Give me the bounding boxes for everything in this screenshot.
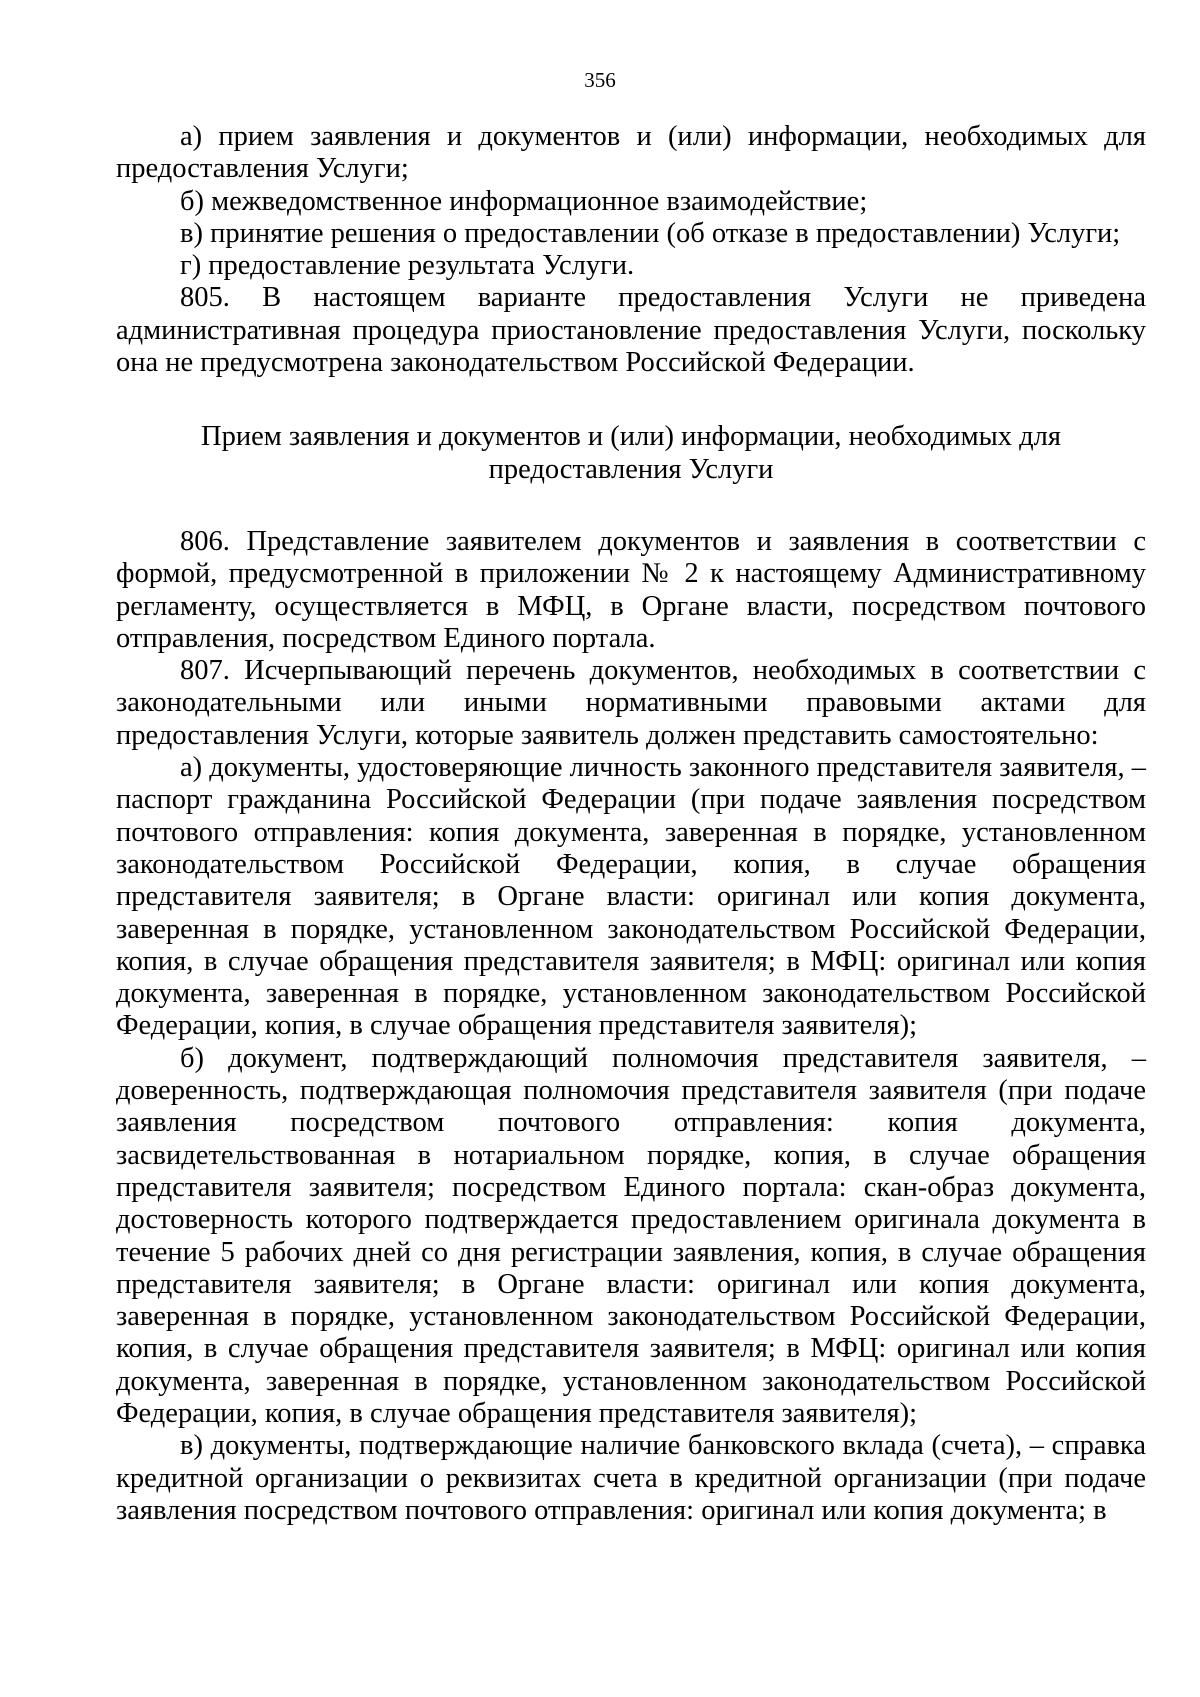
document-body (116, 121, 1146, 1527)
paragraph-807: 807. Исчерпывающий перечень документов, необходимых в соответствии с законодательными или иными нормативными правовыми актами для предоставления Услуги, которые заявитель должен представить самостоятельно: (116, 655, 1146, 751)
page-number: 356 (584, 68, 616, 92)
list-item-c: в) принятие решения о предоставлении (об отказе в предоставлении) Услуги; (180, 217, 1121, 249)
list-item-a: а) прием заявления и документов и (или) информации, необходимых для предоставления Услуги; (116, 121, 1146, 185)
paragraph-807-item-c: в) документы, подтверждающие наличие банковского вклада (счета), – справка кредитной организации о реквизитах счета в кредитной организации (при подаче заявления посредством почтового отправления: оригинал или копия документа; в (116, 1430, 1146, 1526)
paragraph-805: 805. В настоящем варианте предоставления Услуги не приведена административная процедура приостановление предоставления Услуги, поскольку она не предусмотрена законодательством Российской Федерации. (116, 282, 1146, 379)
paragraph-807-item-b: б) документ, подтверждающий полномочия представителя заявителя, – доверенность, подтверждающая полномочия представителя заявителя (при подаче заявления посредством почтового отправления: копия документа, засвидетельствованная в нотариальном порядке, копия, в случае обращения представителя заявителя; посредством Единого портала: скан-образ документа, достоверность которого подтверждается предоставлением оригинала документа в течение 5 рабочих дней со дня регистрации заявления, копия, в случае обращения представителя заявителя; в Органе власти: оригинал или копия документа, заверенная в порядке, установленном законодательством Российской Федерации, копия, в случае обращения представителя заявителя; в МФЦ: оригинал или копия документа, заверенная в порядке, установленном законодательством Российской Федерации, копия, в случае обращения представителя заявителя); (116, 1042, 1146, 1429)
paragraph-806: 806. Представление заявителем документов и заявления в соответствии с формой, предусмотренной в приложении № 2 к настоящему Административному регламенту, осуществляется в МФЦ, в Органе власти, посредством почтового отправления, посредством Единого портала. (116, 525, 1146, 654)
paragraph-807-item-a: а) документы, удостоверяющие личность законного представителя заявителя, – паспорт гражданина Российской Федерации (при подаче заявления посредством почтового отправления: копия документа, заверенная в порядке, установленном законодательством Российской Федерации, копия, в случае обращения представителя заявителя; в Органе власти: оригинал или копия документа, заверенная в порядке, установленном законодательством Российской Федерации, копия, в случае обращения представителя заявителя; в МФЦ: оригинал или копия документа, заверенная в порядке, установленном законодательством Российской Федерации, копия, в случае обращения представителя заявителя); (116, 752, 1146, 1042)
list-item-b: б) межведомственное информационное взаимодействие; (180, 185, 868, 217)
list-item-d: г) предоставление результата Услуги. (180, 250, 635, 282)
section-heading: Прием заявления и документов и (или) информации, необходимых для предоставления Услуги (201, 421, 1061, 485)
